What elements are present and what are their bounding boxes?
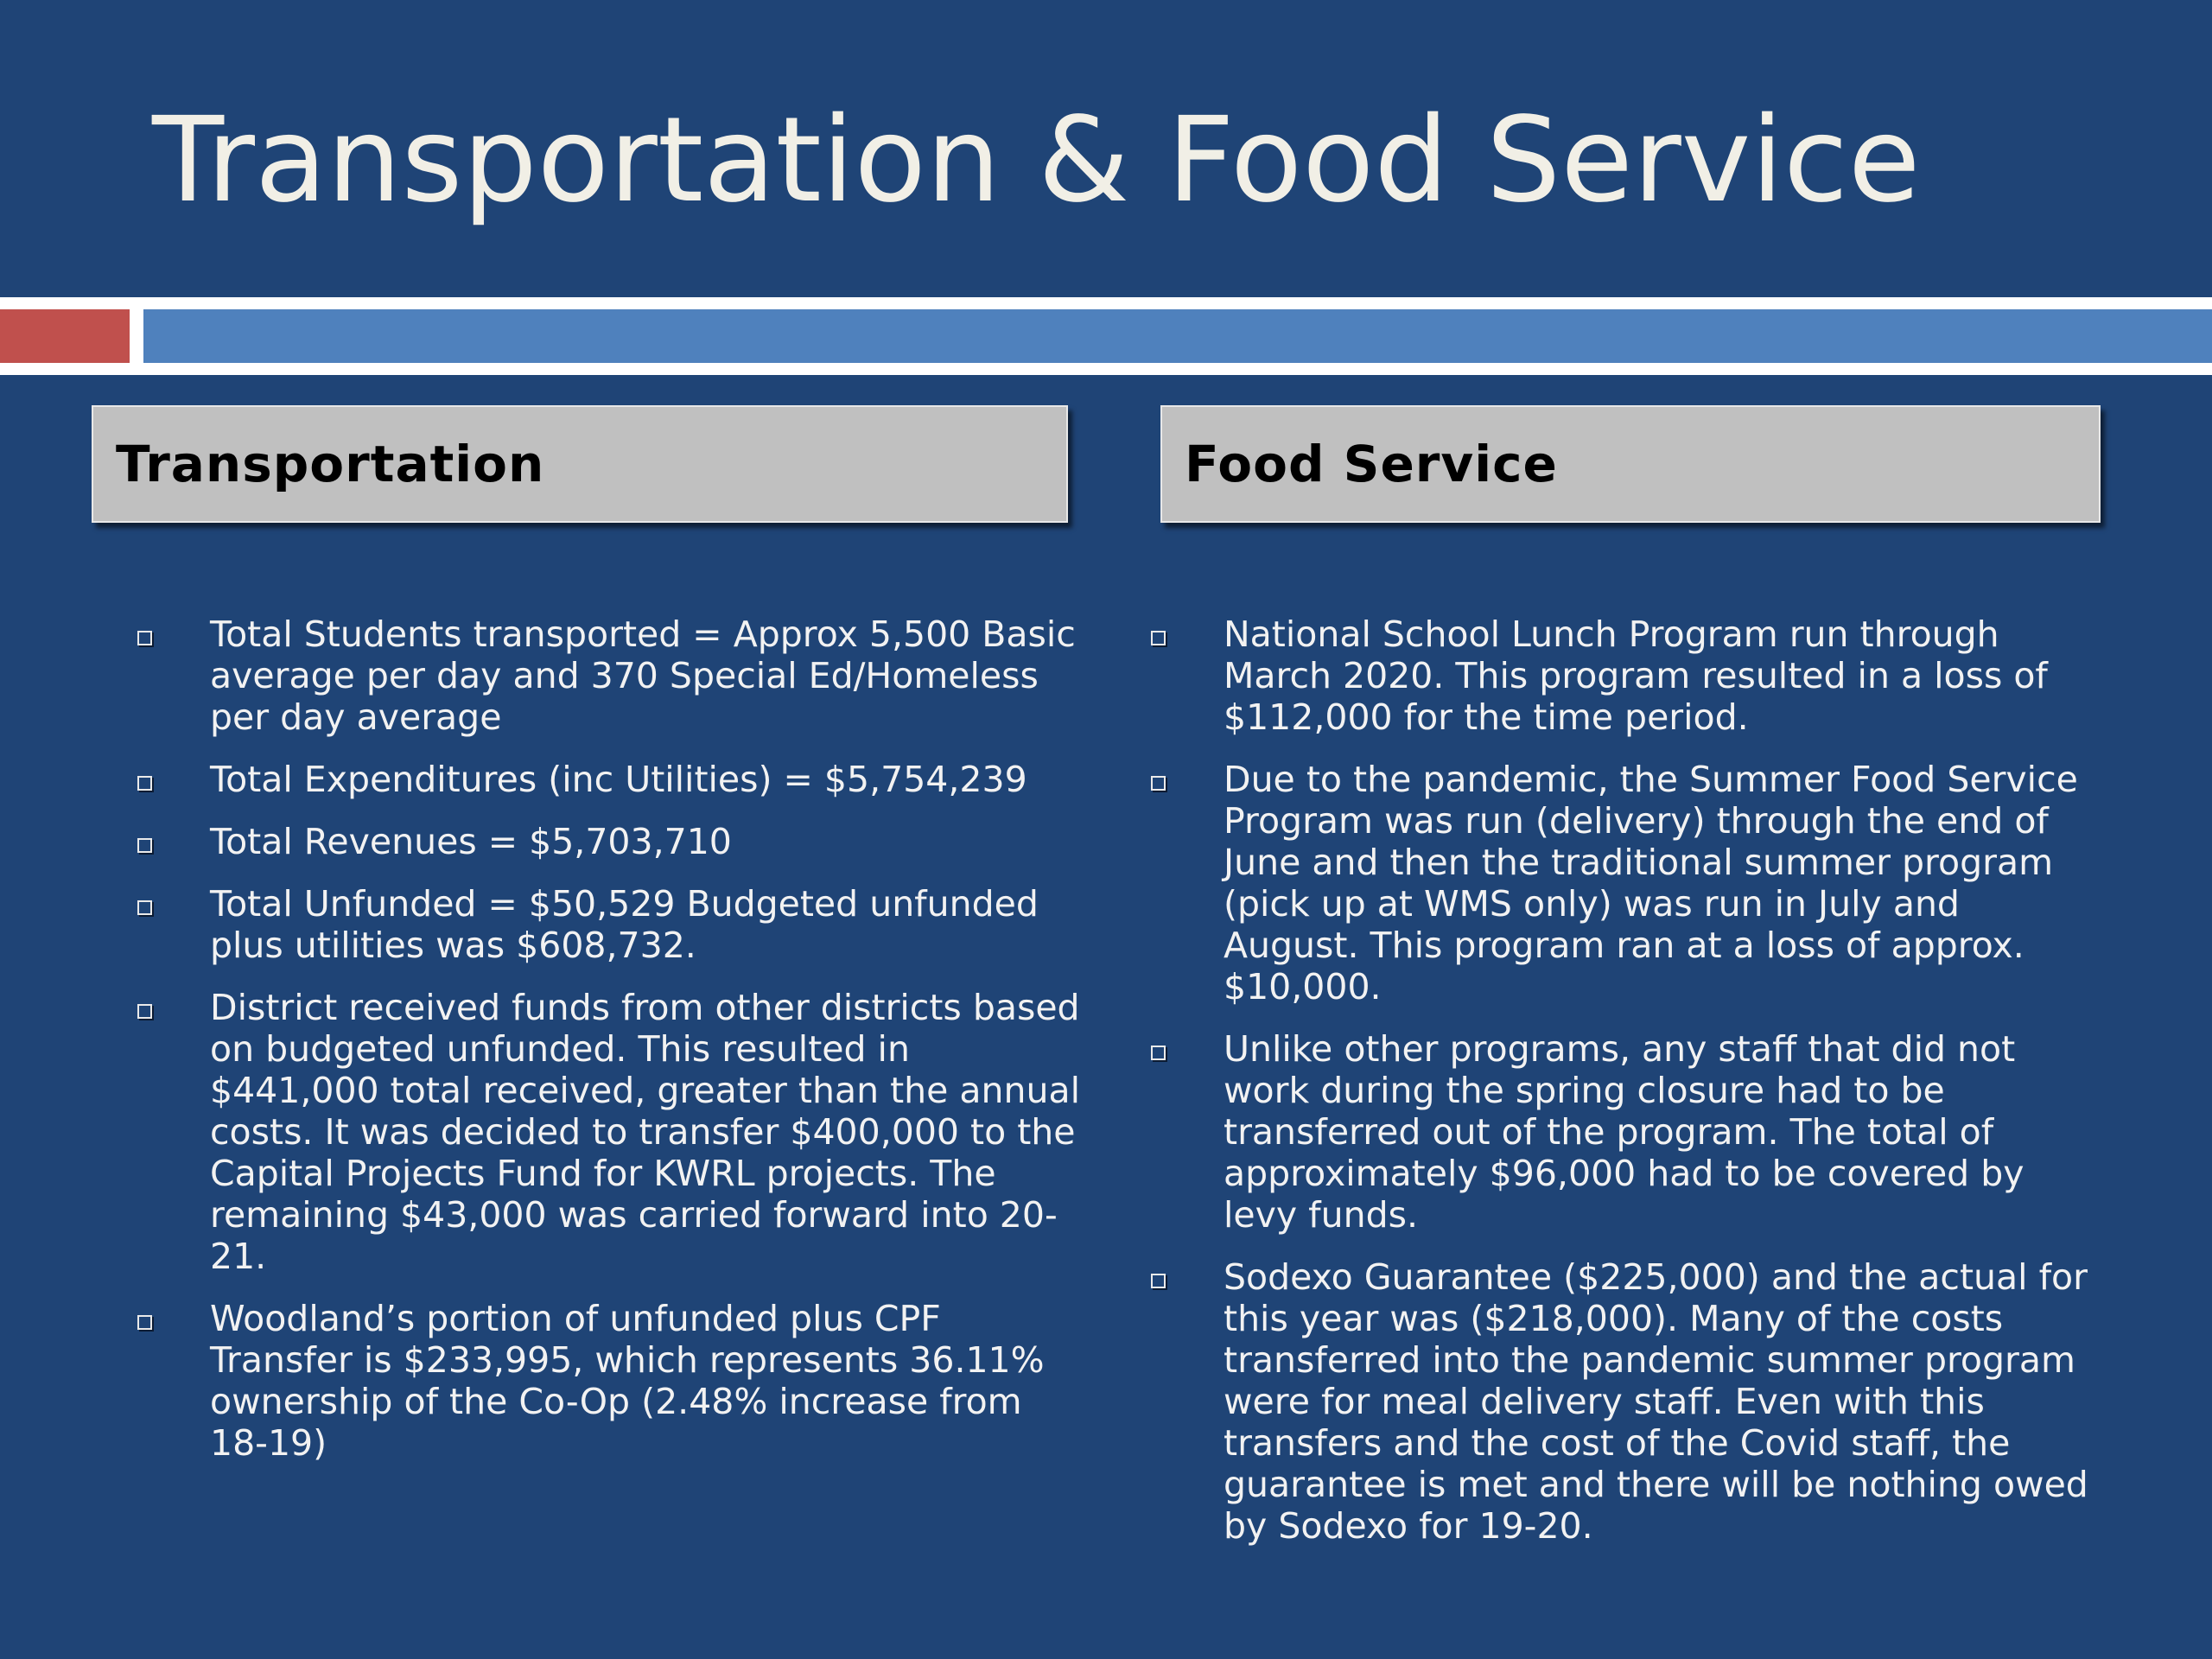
transportation-bullet-list <box>130 613 1080 1484</box>
food-service-bullet <box>1143 613 2094 738</box>
transportation-bullet <box>130 613 1080 738</box>
food-service-bullet-list <box>1143 613 2094 1567</box>
square-bullet-icon <box>137 838 152 853</box>
food-service-bullet <box>1143 759 2094 1007</box>
title-divider-red-accent <box>0 309 130 363</box>
square-bullet-icon <box>1151 631 1166 645</box>
food-service-header-label: Food Service <box>1185 435 1558 493</box>
food-service-header <box>1160 405 2101 523</box>
transportation-bullet <box>130 759 1080 800</box>
bullet-text: National School Lunch Program run through March 2020. This program resulted in a loss of $112,000 for the time period. <box>1224 613 2048 738</box>
square-bullet-icon <box>1151 1046 1166 1060</box>
bullet-text: Total Expenditures (inc Utilities) = $5,754,239 <box>210 759 1027 800</box>
bullet-text: Total Students transported = Approx 5,500 Basic average per day and 370 Special Ed/Homeless per day average <box>210 613 1076 738</box>
title-divider-blue-bar <box>143 309 2212 363</box>
square-bullet-icon <box>137 1315 152 1330</box>
square-bullet-icon <box>137 1004 152 1019</box>
bullet-text: Sodexo Guarantee ($225,000) and the actual for this year was ($218,000). Many of the costs transferred into the pandemic summer program were for meal delivery staff. Even with this transfers and the cost of the Covid staff, the guarantee is met and there will be nothing owed by Sodexo for 19-20. <box>1224 1256 2088 1547</box>
square-bullet-icon <box>1151 1274 1166 1288</box>
transportation-bullet <box>130 1298 1080 1464</box>
square-bullet-icon <box>137 776 152 791</box>
transportation-bullet <box>130 821 1080 862</box>
transportation-bullet <box>130 987 1080 1277</box>
square-bullet-icon <box>137 631 152 645</box>
bullet-text: Unlike other programs, any staff that did not work during the spring closure had to be transferred out of the program. The total of approximately $96,000 had to be covered by levy funds. <box>1224 1028 2024 1236</box>
transportation-header-label: Transportation <box>116 435 545 493</box>
transportation-header <box>92 405 1068 523</box>
bullet-text: District received funds from other districts based on budgeted unfunded. This resulted in $441,000 total received, greater than the annual costs. It was decided to transfer $400,000 to the Capital Projects Fund for KWRL projects. The remaining $43,000 was carried forward into 20-21. <box>210 987 1081 1277</box>
bullet-text: Due to the pandemic, the Summer Food Service Program was run (delivery) through the end of June and then the traditional summer program (pick up at WMS only) was run in July and August. This program ran at a loss of approx. $10,000. <box>1224 759 2078 1007</box>
transportation-bullet <box>130 883 1080 966</box>
square-bullet-icon <box>1151 776 1166 791</box>
bullet-text: Total Revenues = $5,703,710 <box>210 821 732 862</box>
food-service-bullet <box>1143 1256 2094 1547</box>
food-service-bullet <box>1143 1028 2094 1236</box>
bullet-text: Total Unfunded = $50,529 Budgeted unfunded plus utilities was $608,732. <box>210 883 1039 966</box>
bullet-text: Woodland’s portion of unfunded plus CPF Transfer is $233,995, which represents 36.11% ownership of the Co-Op (2.48% increase from 18-19) <box>210 1298 1045 1464</box>
square-bullet-icon <box>137 900 152 915</box>
slide-title: Transportation & Food Service <box>152 92 1921 229</box>
